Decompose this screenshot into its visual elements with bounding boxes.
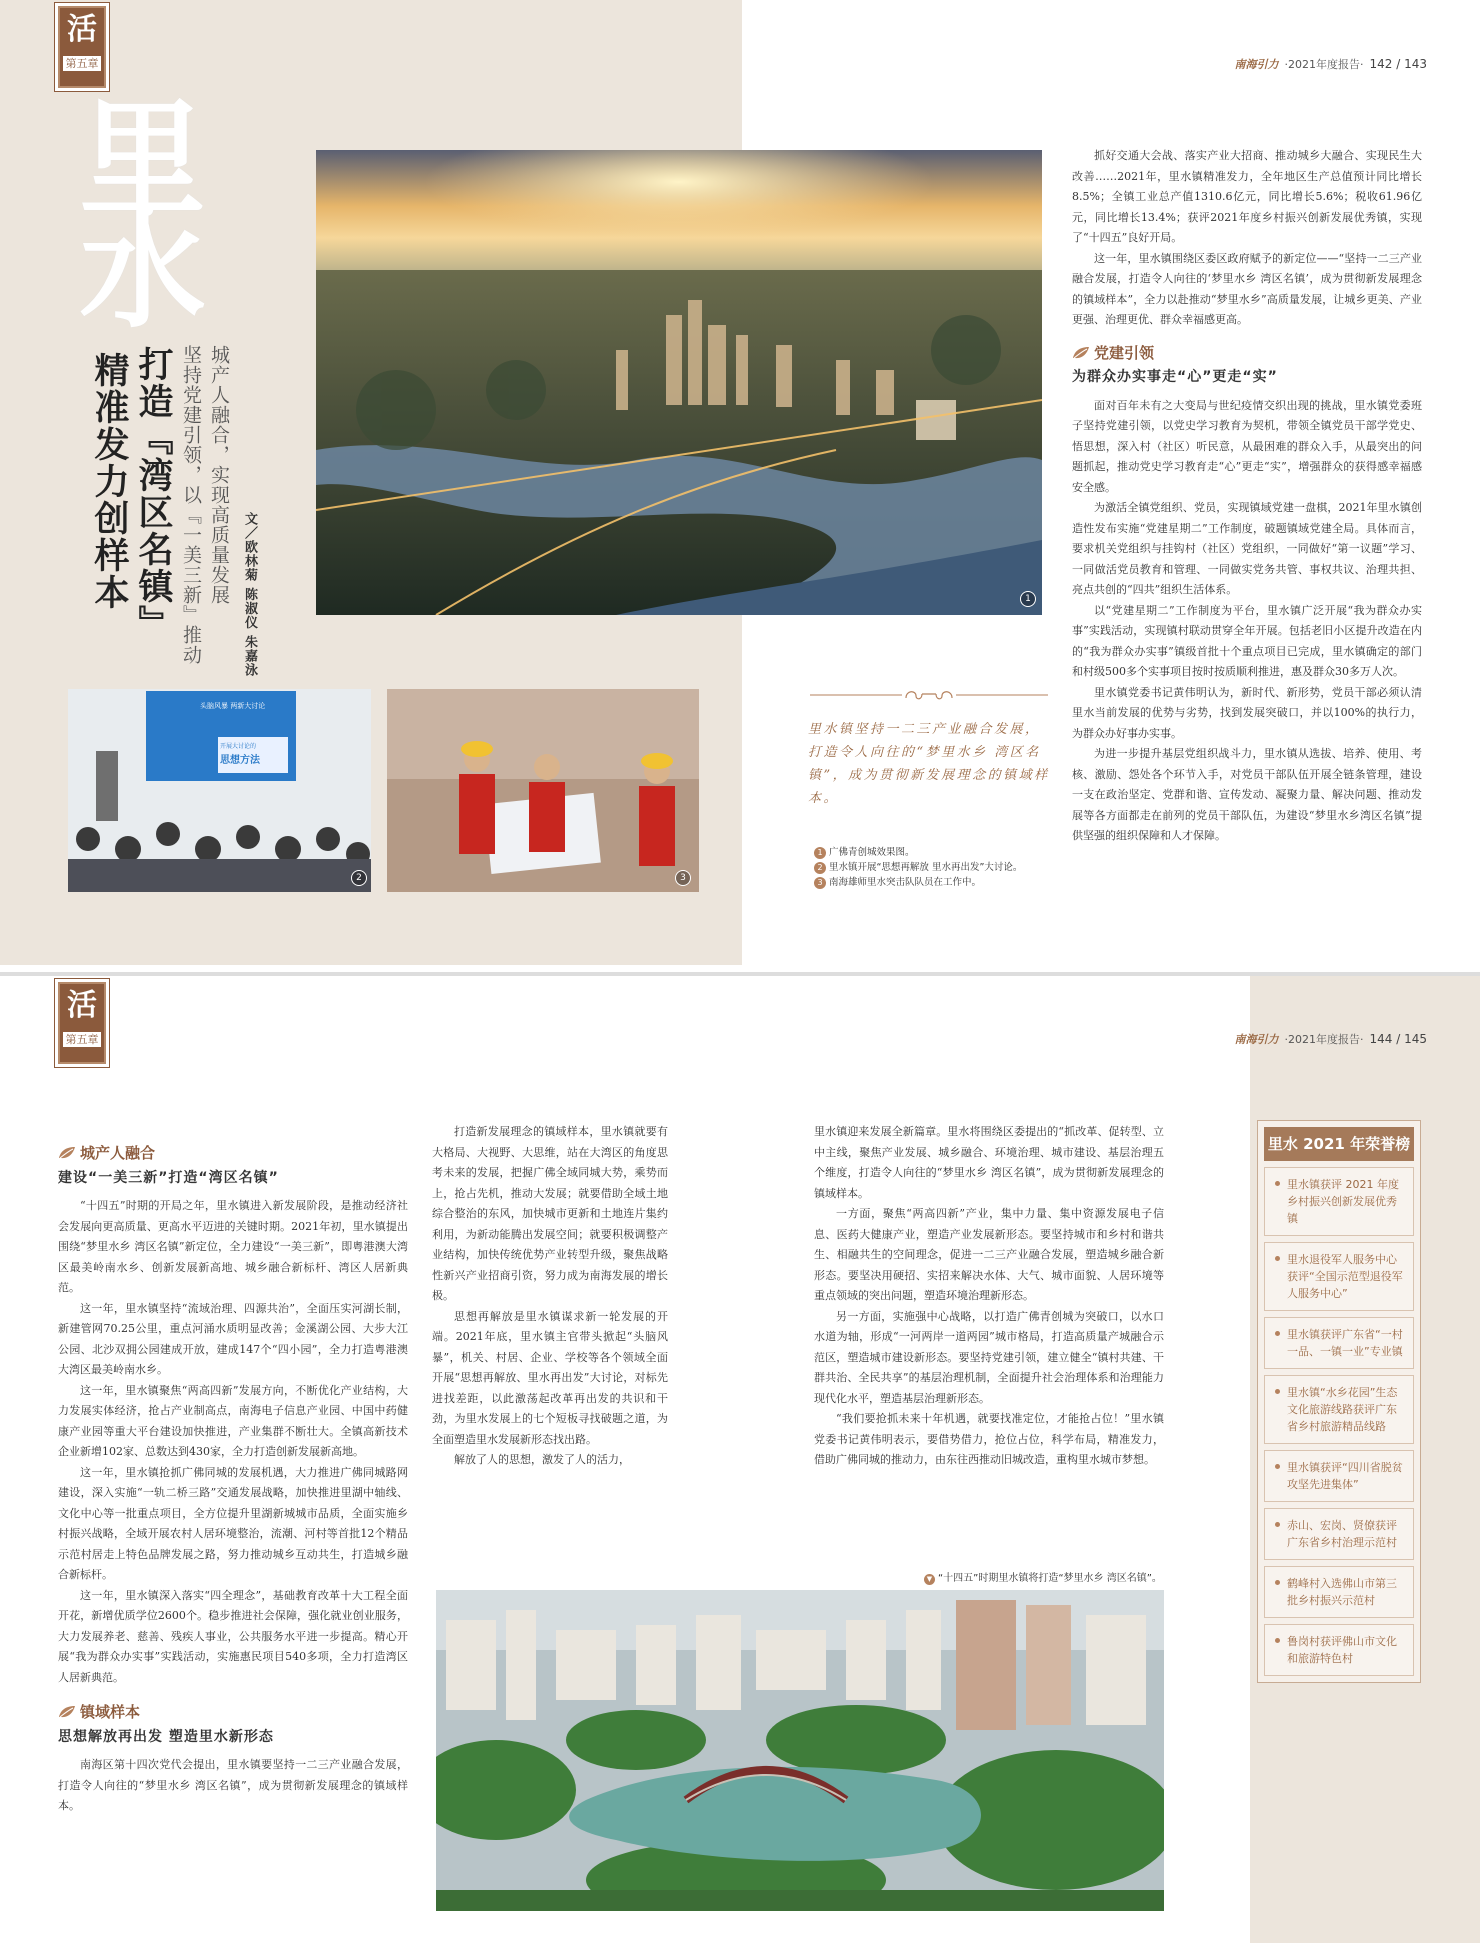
party-paragraph: 以“党建星期二”工作制度为平台，里水镇广泛开展“我为群众办实事”实践活动，实现镇村联动贯穿全年开展。包括老旧小区提升改造在内的“我为群众办实事”镇级首批十个重点项目已完成，里水镇确定的部门和村级500多个实事项目按时按质顺利推进，惠及群众30多万人次。 [1072,603,1422,678]
honor-item: 鲁岗村获评佛山市文化和旅游特色村 [1264,1624,1414,1676]
sample-paragraph: 里水镇迎来发展全新篇章。里水将围绕区委提出的“抓改革、促转型、立中主线，聚焦产业发展、城乡融合、环境治理、城市建设、基层治理五个维度，打造令人向往的“梦里水乡 湾区名镇”，成为贯彻新发展理念的镇域样本。 [814,1125,1164,1200]
honor-item: 鹤峰村入选佛山市第三批乡村振兴示范村 [1264,1566,1414,1618]
text-column-3 [814,1122,1164,1471]
section-title-text: 城产人融合 [80,1144,156,1162]
caption-text: 南海雄师里水突击队队员在工作中。 [829,877,982,888]
place-name-calligraphy: 里水 [59,92,207,316]
brand-name: 南海引力 [1234,1033,1279,1046]
caption-1 [814,845,1054,860]
quote-ornament [810,687,1048,701]
honor-list-title: 里水 2021 年荣誉榜 [1264,1127,1414,1161]
honor-item: 里水镇获评广东省“一村一品、一镇一业”专业镇 [1264,1317,1414,1369]
report-label: ·2021年度报告· [1284,58,1364,71]
city-image-caption [924,1569,1162,1585]
caption-text: 广佛青创城效果图。 [829,847,915,858]
photo-volunteers-working [387,689,699,892]
caption-text: 里水镇开展“思想再解放 里水再出发”大讨论。 [829,862,1023,873]
subtitle-line-2: 坚持党建引领，以『一美三新』推动 [180,345,202,665]
text-column-1 [58,1139,408,1817]
section-title-sample [58,1702,408,1723]
integration-paragraph: 这一年，里水镇深入落实“四全理念”，基础教育改革十大工程全面开花，新增优质学位2600个。稳步推进社会保障，强化就业创业服务，大力发展养老、慈善、残疾人事业，公共服务水平进一步提高。精心开展“我为群众办实事”实践活动，实施惠民项目540多项，全力打造湾区人居新典范。 [58,1588,408,1684]
hero-image-qingchuang-city [316,150,1042,615]
leaf-icon [1072,346,1090,360]
honor-item: 赤山、宏岗、贤僚获评广东省乡村治理示范村 [1264,1508,1414,1560]
integration-paragraph: 这一年，里水镇聚焦“两高四新”发展方向，不断优化产业结构，大力发展实体经济，抢占产业制高点，南海电子信息产业园、中国中药健康产业园等重大平台建设加快推进，产业集群不断壮大。全镇高新技术企业新增102家、总数达到430家，全力打造创新发展新高地。 [58,1383,408,1458]
caption-text: “十四五”时期里水镇将打造“梦里水乡 湾区名镇”。 [938,1573,1162,1584]
chapter-label: 第五章 [63,1032,101,1047]
spread-pages-142-143 [0,0,1480,965]
meeting-scene [68,689,371,892]
party-paragraph: 为激活全镇党组织、党员，实现镇域党建一盘棋，2021年里水镇创造性发布实施“党建星期二”工作制度，破题镇域党建全局。具体而言，要求机关党组织与挂钩村（社区）党组织，一同做好“第一议题”学习、一同做活党员教育和管理、一同做实党务共管、事权共议、治理共担、亮点共创的“四共”组织生活体系。 [1072,501,1422,596]
page-header [1235,56,1427,72]
subtitle-line-1: 城产人融合，实现高质量发展 [208,345,230,605]
sample-paragraph: 一方面，聚焦“两高四新”产业，集中力量、集中资源发展电子信息、医药大健康产业，塑造产业发展新形态。要坚持城市和乡村和谐共生、相融共生的空间理念，促进一二三产业融合发展，塑造城乡融合新形态。要坚决用硬招、实招来解决水体、大气、城市面貌、人居环境等重点领域的突出问题，塑造环境治理新形态。 [814,1207,1164,1302]
ornament-icon [810,688,1048,702]
sample-paragraph: 南海区第十四次党代会提出，里水镇要坚持一二三产业融合发展，打造令人向往的“梦里水乡 湾区名镇”，成为贯彻新发展理念的镇域样本。 [58,1758,408,1812]
caption-number: 3 [814,877,826,889]
sample-paragraph: 思想再解放是里水镇谋求新一轮发展的开端。2021年底，里水镇主官带头掀起“头脑风暴”，机关、村居、企业、学校等各个领域全面开展“思想再解放、里水再出发”大讨论，对标先进找差距，以此激荡起改革再出发的共识和干劲，为里水发展上的七个短板寻找破题之道，为全面塑造里水发展新形态找出路。 [432,1309,668,1446]
integration-paragraph: 这一年，里水镇坚持“流域治理、四源共治”，全面压实河湖长制，新建管网70.25公里，重点河涌水质明显改善；金溪湖公园、大步大江公园、北沙双拥公园建成开放，建成147个“四小园”，全力打造粤港澳大湾区最美岭南水乡。 [58,1301,408,1376]
right-text-column [1072,146,1422,847]
sample-paragraph: “我们要抢抓未来十年机遇，就要找准定位，才能抢占位！”里水镇党委书记黄伟明表示，要借势借力，抢位占位，科学布局，精准发力，借助广佛同城的推动力，由东往西推动旧城改造，重构里水城市梦想。 [814,1412,1164,1466]
sample-paragraph: 打造新发展理念的镇域样本，里水镇就要有大格局、大视野、大思维，站在大湾区的角度思考未来的发展，把握广佛全域同城大势，乘势而上，抢占先机，推动大发展；就要借助全域土地综合整治的东风，加快城市更新和土地连片集约利用，为新动能腾出发展空间；就要积极调整产业结构，加快传统优势产业转型升级，聚焦战略性新兴产业招商引资，努力成为南海发展的增长极。 [432,1125,668,1302]
pull-quote: 里水镇坚持一二三产业融合发展，打造令人向往的“梦里水乡 湾区名镇”，成为贯彻新发展理念的镇域样本。 [808,722,1050,806]
chapter-char: 活 [67,12,97,47]
integration-paragraph: “十四五”时期的开局之年，里水镇进入新发展阶段，是推动经济社会发展向更高质量、更高水平迈进的关键时期。2021年初，里水镇提出围绕“梦里水乡 湾区名镇”新定位，全力建设“一美三新”，即粤港澳大湾区最美岭南水乡、创新发展新高地、城乡融合新标杆、湾区人居新典范。 [58,1199,408,1294]
photo-badge-1: 1 [1020,591,1036,607]
section-title-integration [58,1143,408,1164]
integration-paragraph: 这一年，里水镇抢抓广佛同城的发展机遇，大力推进广佛同城路网建设，深入实施“一轨二桥三路”交通发展战略，加快推进里湖中轴线、文化中心等一批重点项目，全方位提升里湖新城城市品质，全面实施乡村振兴战略，全域开展农村人居环境整治，流潮、河村等首批12个精品示范村居走上特色品牌发展之路，努力推动城乡互动共生，打造城乡融合新标杆。 [58,1465,408,1581]
sample-paragraph: 另一方面，实施强中心战略，以打造广佛青创城为突破口，以水口水道为轴，形成“一河两岸一道两园”城市格局，打造高质量产城融合示范区，塑造城市建设新形态。要坚持党建引领，建立健全“镇村共建、干群共治、全民共享”的基层治理机制，全面提升社会治理体系和治理能力现代化水平，塑造基层治理新形态。 [814,1309,1164,1405]
caption-arrow-icon: ▼ [924,1574,935,1585]
honor-item: 里水退役军人服务中心获评“全国示范型退役军人服务中心” [1264,1242,1414,1311]
section-subtitle-party: 为群众办实事走“心”更走“实” [1072,369,1278,385]
photo-badge-3: 3 [675,870,691,886]
slide-box-title: 思想方法 [220,755,260,766]
chapter-label: 第五章 [63,56,101,71]
section-subtitle-integration: 建设“一美三新”打造“湾区名镇” [58,1169,279,1186]
party-paragraph: 里水镇党委书记黄伟明认为，新时代、新形势，党员干部必须认清里水当前发展的优势与劣势，找到发展突破口，并以100%的执行力，为群众办好事办实事。 [1072,685,1422,740]
title-line-2: 精准发力创样本 [89,352,129,611]
report-label: ·2021年度报告· [1284,1033,1364,1046]
aerial-city-rendering [316,150,1042,615]
article-author: 文／欧林菊 陈淑仪 朱嘉泳 [242,512,257,678]
section-subtitle-sample: 思想解放再出发 塑造里水新形态 [58,1728,274,1745]
brand-name: 南海引力 [1234,58,1279,71]
caption-number: 1 [814,847,826,859]
title-line-1: 打造『湾区名镇』 [133,346,173,642]
leaf-icon [58,1146,76,1160]
caption-number: 2 [814,862,826,874]
chapter-tag [58,6,106,88]
caption-2 [814,860,1054,875]
town-aerial-scene [436,1590,1164,1911]
section-title-text: 党建引领 [1094,343,1155,362]
photo-discussion-meeting [68,689,371,892]
page-header [1235,1031,1427,1047]
honor-list-box [1257,1120,1421,1683]
intro-paragraph: 这一年，里水镇围绕区委区政府赋予的新定位——“坚持一二三产业融合发展，打造令人向往的‘梦里水乡 湾区名镇’，成为贯彻新发展理念的镇域样本”，全力以赴推动“梦里水乡”高质量发展，让城乡更美、产业更强、治理更优、群众幸福感更高。 [1072,251,1422,326]
sample-paragraph: 解放了人的思想，激发了人的活力， [454,1453,630,1466]
text-column-2 [432,1122,668,1471]
honor-item: 里水镇获评 2021 年度乡村振兴创新发展优秀镇 [1264,1167,1414,1236]
chapter-tag [58,982,106,1064]
page-numbers: 144 / 145 [1369,1032,1427,1046]
spread-pages-144-145 [0,972,1480,1943]
page-numbers: 142 / 143 [1369,57,1427,71]
volunteers-scene [387,689,699,892]
chapter-char: 活 [67,988,97,1023]
intro-paragraph: 抓好交通大会战、落实产业大招商、推动城乡大融合、实现民生大改善……2021年，里水镇精准发力，全年地区生产总值预计同比增长8.5%；全镇工业总产值1310.6亿元，同比增长5.6%；税收61.96亿元，同比增长13.4%；获评2021年度乡村振兴创新发展优秀镇，实现了“十四五”良好开局。 [1072,149,1422,244]
honor-item: 里水镇“水乡花园”生态文化旅游线路获评广东省乡村旅游精品线路 [1264,1375,1414,1444]
section-title-party [1072,343,1422,364]
photo-lishui-town-aerial [436,1590,1164,1911]
caption-3 [814,875,1054,890]
slide-line: 头脑风暴 两新大讨论 [200,702,266,710]
leaf-icon [58,1705,76,1719]
honor-item: 里水镇获评“四川省脱贫攻坚先进集体” [1264,1450,1414,1502]
party-paragraph: 为进一步提升基层党组织战斗力，里水镇从选拔、培养、使用、考核、激励、怨处各个环节入手，对党员干部队伍开展全链条管理，建设一支在政治坚定、党群和谐、宣传发动、凝聚力量、解决问题、推动发展等各方面都走在前列的党员干部队伍，为建设“梦里水乡湾区名镇”提供坚强的组织保障和人才保障。 [1072,747,1422,842]
photo-captions [814,845,1054,890]
section-title-text: 镇域样本 [80,1703,141,1721]
slide-box-label: 开展大讨论的 [220,743,257,750]
photo-badge-2: 2 [351,870,367,886]
party-paragraph: 面对百年未有之大变局与世纪疫情交织出现的挑战，里水镇党委班子坚持党建引领，以党史学习教育为契机，带领全镇党员干部学党史、悟思想，深入村（社区）听民意，从最困难的群众入手，从最突出的问题抓起，推动党史学习教育走“心”更走“实”，增强群众的获得感幸福感安全感。 [1072,398,1422,494]
